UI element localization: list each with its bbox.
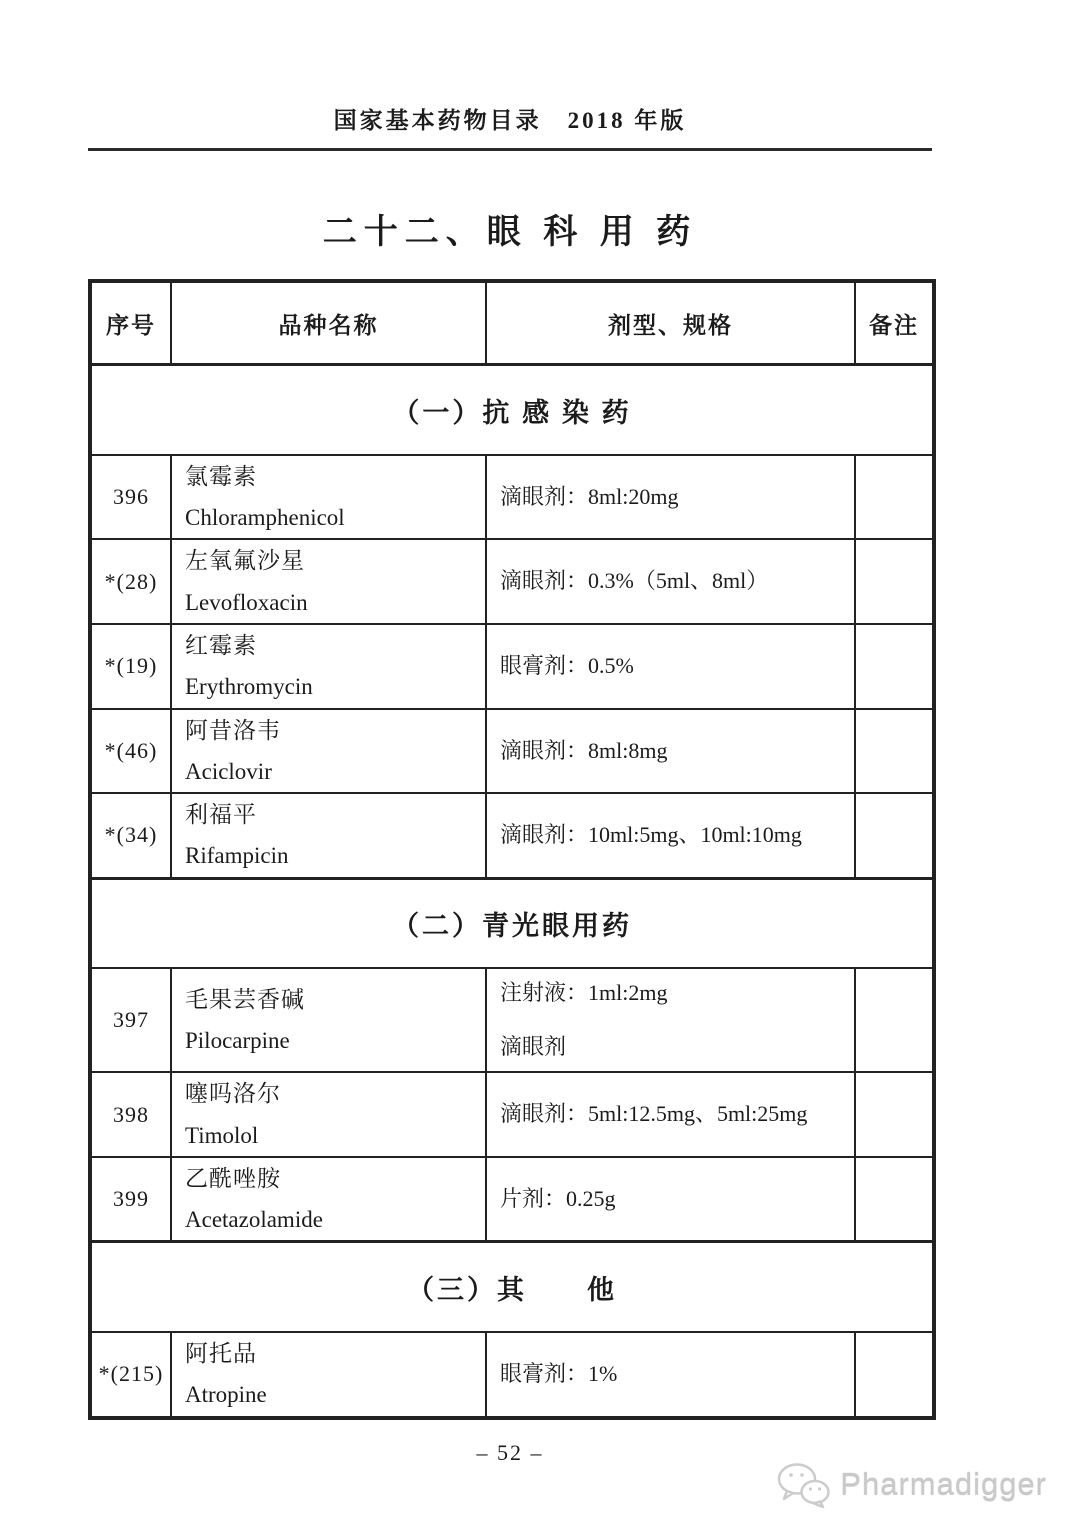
row-number: *(215) xyxy=(90,1332,171,1418)
note-cell xyxy=(855,1332,934,1418)
drug-name-en: Erythromycin xyxy=(185,674,313,700)
section-row-glaucoma xyxy=(90,878,934,968)
drug-name-cn: 阿昔洛韦 xyxy=(185,717,281,743)
drug-name-cn: 红霉素 xyxy=(185,632,257,658)
drug-name-cn: 左氧氟沙星 xyxy=(185,548,305,574)
drug-name-cn: 氯霉素 xyxy=(185,463,257,489)
drug-name-cell xyxy=(171,968,486,1072)
spec-cell xyxy=(486,968,855,1072)
note-cell xyxy=(855,1072,934,1157)
row-number: 399 xyxy=(90,1157,171,1242)
drug-name-en: Pilocarpine xyxy=(185,1028,290,1054)
drug-name-en: Atropine xyxy=(185,1382,267,1408)
row-number: *(28) xyxy=(90,539,171,624)
spec-line: 片剂：0.25g xyxy=(500,1185,616,1211)
table-row-398 xyxy=(90,1072,934,1157)
spec-cell xyxy=(486,539,855,624)
drug-name-cell xyxy=(171,1157,486,1242)
spec-line: 注射液：1ml:2mg xyxy=(500,979,668,1005)
table-row-397 xyxy=(90,968,934,1072)
spec-cell xyxy=(486,624,855,709)
row-number: 396 xyxy=(90,455,171,540)
section-title: （一）抗 感 染 药 xyxy=(90,365,934,455)
drug-name-cn: 乙酰唑胺 xyxy=(185,1165,281,1191)
drug-name-cell xyxy=(171,1072,486,1157)
section-title: （二）青光眼用药 xyxy=(90,878,934,968)
drug-name-en: Chloramphenicol xyxy=(185,505,345,531)
row-number: *(34) xyxy=(90,793,171,878)
drug-name-cell xyxy=(171,455,486,540)
drug-table xyxy=(88,279,936,1420)
note-cell xyxy=(855,709,934,794)
table-row-399 xyxy=(90,1157,934,1242)
drug-name-cell xyxy=(171,793,486,878)
drug-name-cell xyxy=(171,539,486,624)
spec-line: 滴眼剂：5ml:12.5mg、5ml:25mg xyxy=(500,1101,808,1127)
drug-name-cn: 噻吗洛尔 xyxy=(185,1081,281,1107)
table-row-28 xyxy=(90,539,934,624)
drug-name-en: Aciclovir xyxy=(185,758,272,784)
col-header-name: 品种名称 xyxy=(171,281,486,365)
drug-name-en: Acetazolamide xyxy=(185,1207,323,1233)
spec-cell xyxy=(486,1157,855,1242)
table-row-19 xyxy=(90,624,934,709)
spec-line: 滴眼剂：8ml:20mg xyxy=(500,483,679,509)
note-cell xyxy=(855,793,934,878)
watermark xyxy=(777,1462,1047,1508)
col-header-note: 备注 xyxy=(855,281,934,365)
drug-name-cn: 毛果芸香碱 xyxy=(185,986,305,1012)
note-cell xyxy=(855,539,934,624)
wechat-icon xyxy=(777,1462,831,1508)
drug-name-en: Timolol xyxy=(185,1122,259,1148)
page-number: – 52 – xyxy=(476,1440,544,1465)
drug-name-cn: 阿托品 xyxy=(185,1340,257,1366)
spec-line: 眼膏剂：1% xyxy=(500,1361,618,1387)
header-rule xyxy=(88,148,932,151)
page-title: 二十二、眼 科 用 药 xyxy=(322,214,698,251)
spec-cell xyxy=(486,709,855,794)
spec-line: 滴眼剂：0.3%（5ml、8ml） xyxy=(500,568,769,594)
spec-line: 滴眼剂：8ml:8mg xyxy=(500,737,668,763)
col-header-no: 序号 xyxy=(90,281,171,365)
row-number: 398 xyxy=(90,1072,171,1157)
row-number: *(46) xyxy=(90,709,171,794)
drug-name-en: Rifampicin xyxy=(185,843,289,869)
section-row-anti-infective xyxy=(90,365,934,455)
row-number: *(19) xyxy=(90,624,171,709)
note-cell xyxy=(855,1157,934,1242)
content-column xyxy=(88,0,932,1420)
table-row-46 xyxy=(90,709,934,794)
watermark-text: Pharmadigger xyxy=(840,1467,1047,1502)
drug-name-cn: 利福平 xyxy=(185,802,257,828)
drug-name-cell xyxy=(171,1332,486,1418)
spec-line: 眼膏剂：0.5% xyxy=(500,653,634,679)
row-number: 397 xyxy=(90,968,171,1072)
section-title: （三）其 他 xyxy=(90,1242,934,1332)
table-row-215 xyxy=(90,1332,934,1418)
note-cell xyxy=(855,455,934,540)
spec-cell xyxy=(486,1332,855,1418)
doc-header: 国家基本药物目录 2018 年版 xyxy=(333,108,687,133)
spec-line: 滴眼剂：10ml:5mg、10ml:10mg xyxy=(500,822,802,848)
table-header-row xyxy=(90,281,934,365)
spec-line: 滴眼剂 xyxy=(500,1034,567,1060)
drug-name-cell xyxy=(171,624,486,709)
note-cell xyxy=(855,968,934,1072)
note-cell xyxy=(855,624,934,709)
section-row-other xyxy=(90,1242,934,1332)
drug-name-en: Levofloxacin xyxy=(185,589,308,615)
spec-cell xyxy=(486,455,855,540)
table-row-396 xyxy=(90,455,934,540)
drug-name-cell xyxy=(171,709,486,794)
spec-cell xyxy=(486,793,855,878)
col-header-spec: 剂型、规格 xyxy=(486,281,855,365)
spec-cell xyxy=(486,1072,855,1157)
table-row-34 xyxy=(90,793,934,878)
